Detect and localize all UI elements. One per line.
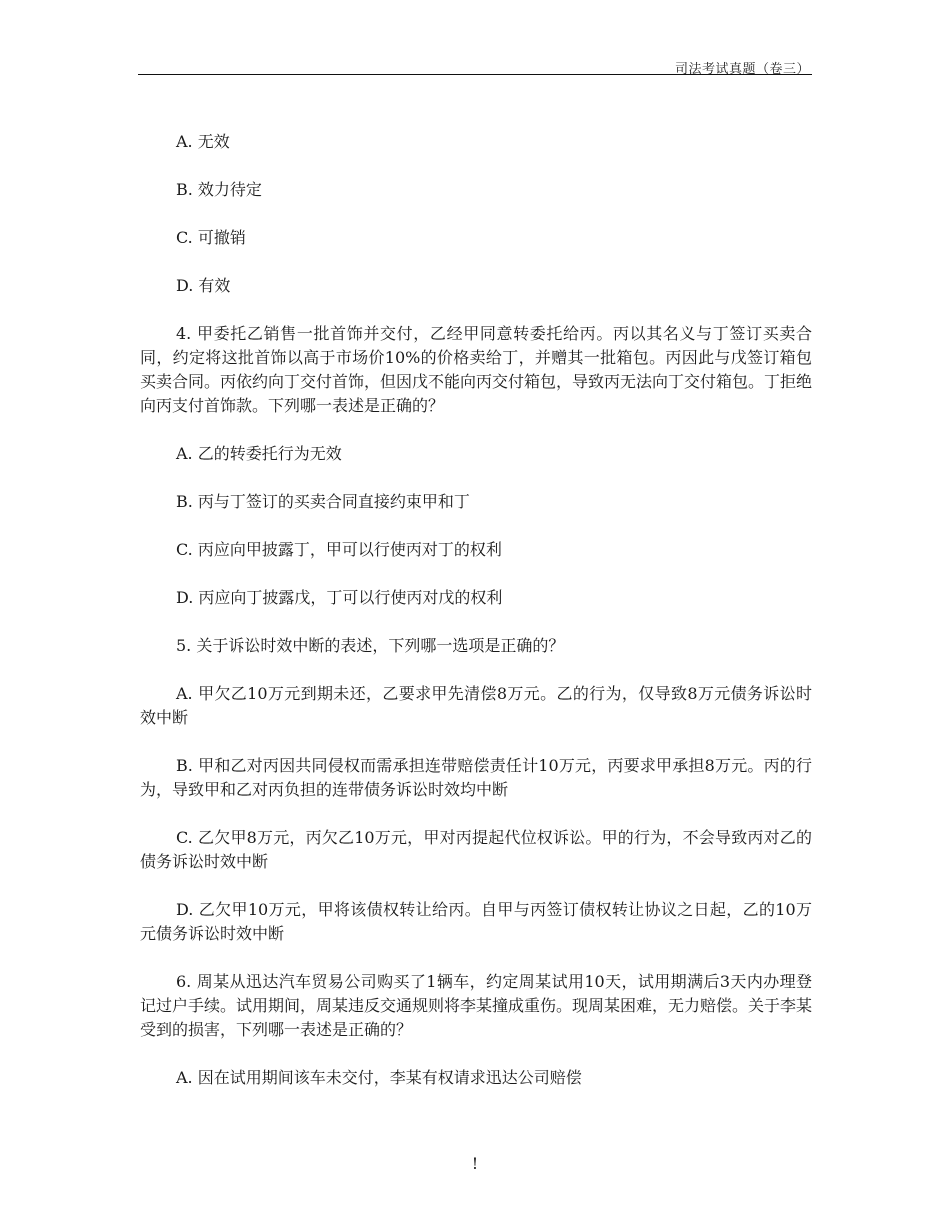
header-divider xyxy=(138,74,812,75)
document-body xyxy=(140,130,812,1090)
answer-option: D. 有效 xyxy=(176,276,231,295)
question-paragraph: B. 甲和乙对丙因共同侵权而需承担连带赔偿责任计10万元，丙要求甲承担8万元。丙的行为，导致甲和乙对丙负担的连带债务诉讼时效均中断 xyxy=(140,756,812,799)
question-paragraph: A. 甲欠乙10万元到期未还，乙要求甲先清偿8万元。乙的行为，仅导致8万元债务诉讼时效中断 xyxy=(140,684,812,727)
answer-option: A. 因在试用期间该车未交付，李某有权请求迅达公司赔偿 xyxy=(176,1068,582,1087)
question-paragraph: C. 乙欠甲8万元，丙欠乙10万元，甲对丙提起代位权诉讼。甲的行为，不会导致丙对乙的债务诉讼时效中断 xyxy=(140,828,812,871)
page-footer-mark: ! xyxy=(471,1154,479,1173)
question-paragraph: 5. 关于诉讼时效中断的表述，下列哪一选项是正确的？ xyxy=(176,636,565,655)
question-paragraph: D. 乙欠甲10万元，甲将该债权转让给丙。自甲与丙签订债权转让协议之日起，乙的10万元债务诉讼时效中断 xyxy=(140,900,812,943)
question-paragraph: 4. 甲委托乙销售一批首饰并交付，乙经甲同意转委托给丙。丙以其名义与丁签订买卖合同，约定将这批首饰以高于市场价10%的价格卖给丁，并赠其一批箱包。丙因此与戊签订箱包买卖合同。丙依约向丁交付首饰，但因戊不能向丙交付箱包，导致丙无法向丁交付箱包。丁拒绝向丙支付首饰款。下列哪一表述是正确的？ xyxy=(140,324,813,415)
answer-option: B. 效力待定 xyxy=(176,180,262,199)
answer-option: A. 无效 xyxy=(176,132,230,151)
answer-option: C. 丙应向甲披露丁，甲可以行使丙对丁的权利 xyxy=(176,540,502,559)
answer-option: D. 丙应向丁披露戊，丁可以行使丙对戊的权利 xyxy=(176,588,503,607)
running-header-title: 司法考试真题（卷三） xyxy=(674,62,810,77)
answer-option: C. 可撤销 xyxy=(176,228,246,247)
answer-option: A. 乙的转委托行为无效 xyxy=(176,444,342,463)
answer-option: B. 丙与丁签订的买卖合同直接约束甲和丁 xyxy=(176,492,470,511)
question-paragraph: 6. 周某从迅达汽车贸易公司购买了1辆车，约定周某试用10天，试用期满后3天内办理登记过户手续。试用期间，周某违反交通规则将李某撞成重伤。现周某困难，无力赔偿。关于李某受到的损害，下列哪一表述是正确的？ xyxy=(140,972,813,1039)
